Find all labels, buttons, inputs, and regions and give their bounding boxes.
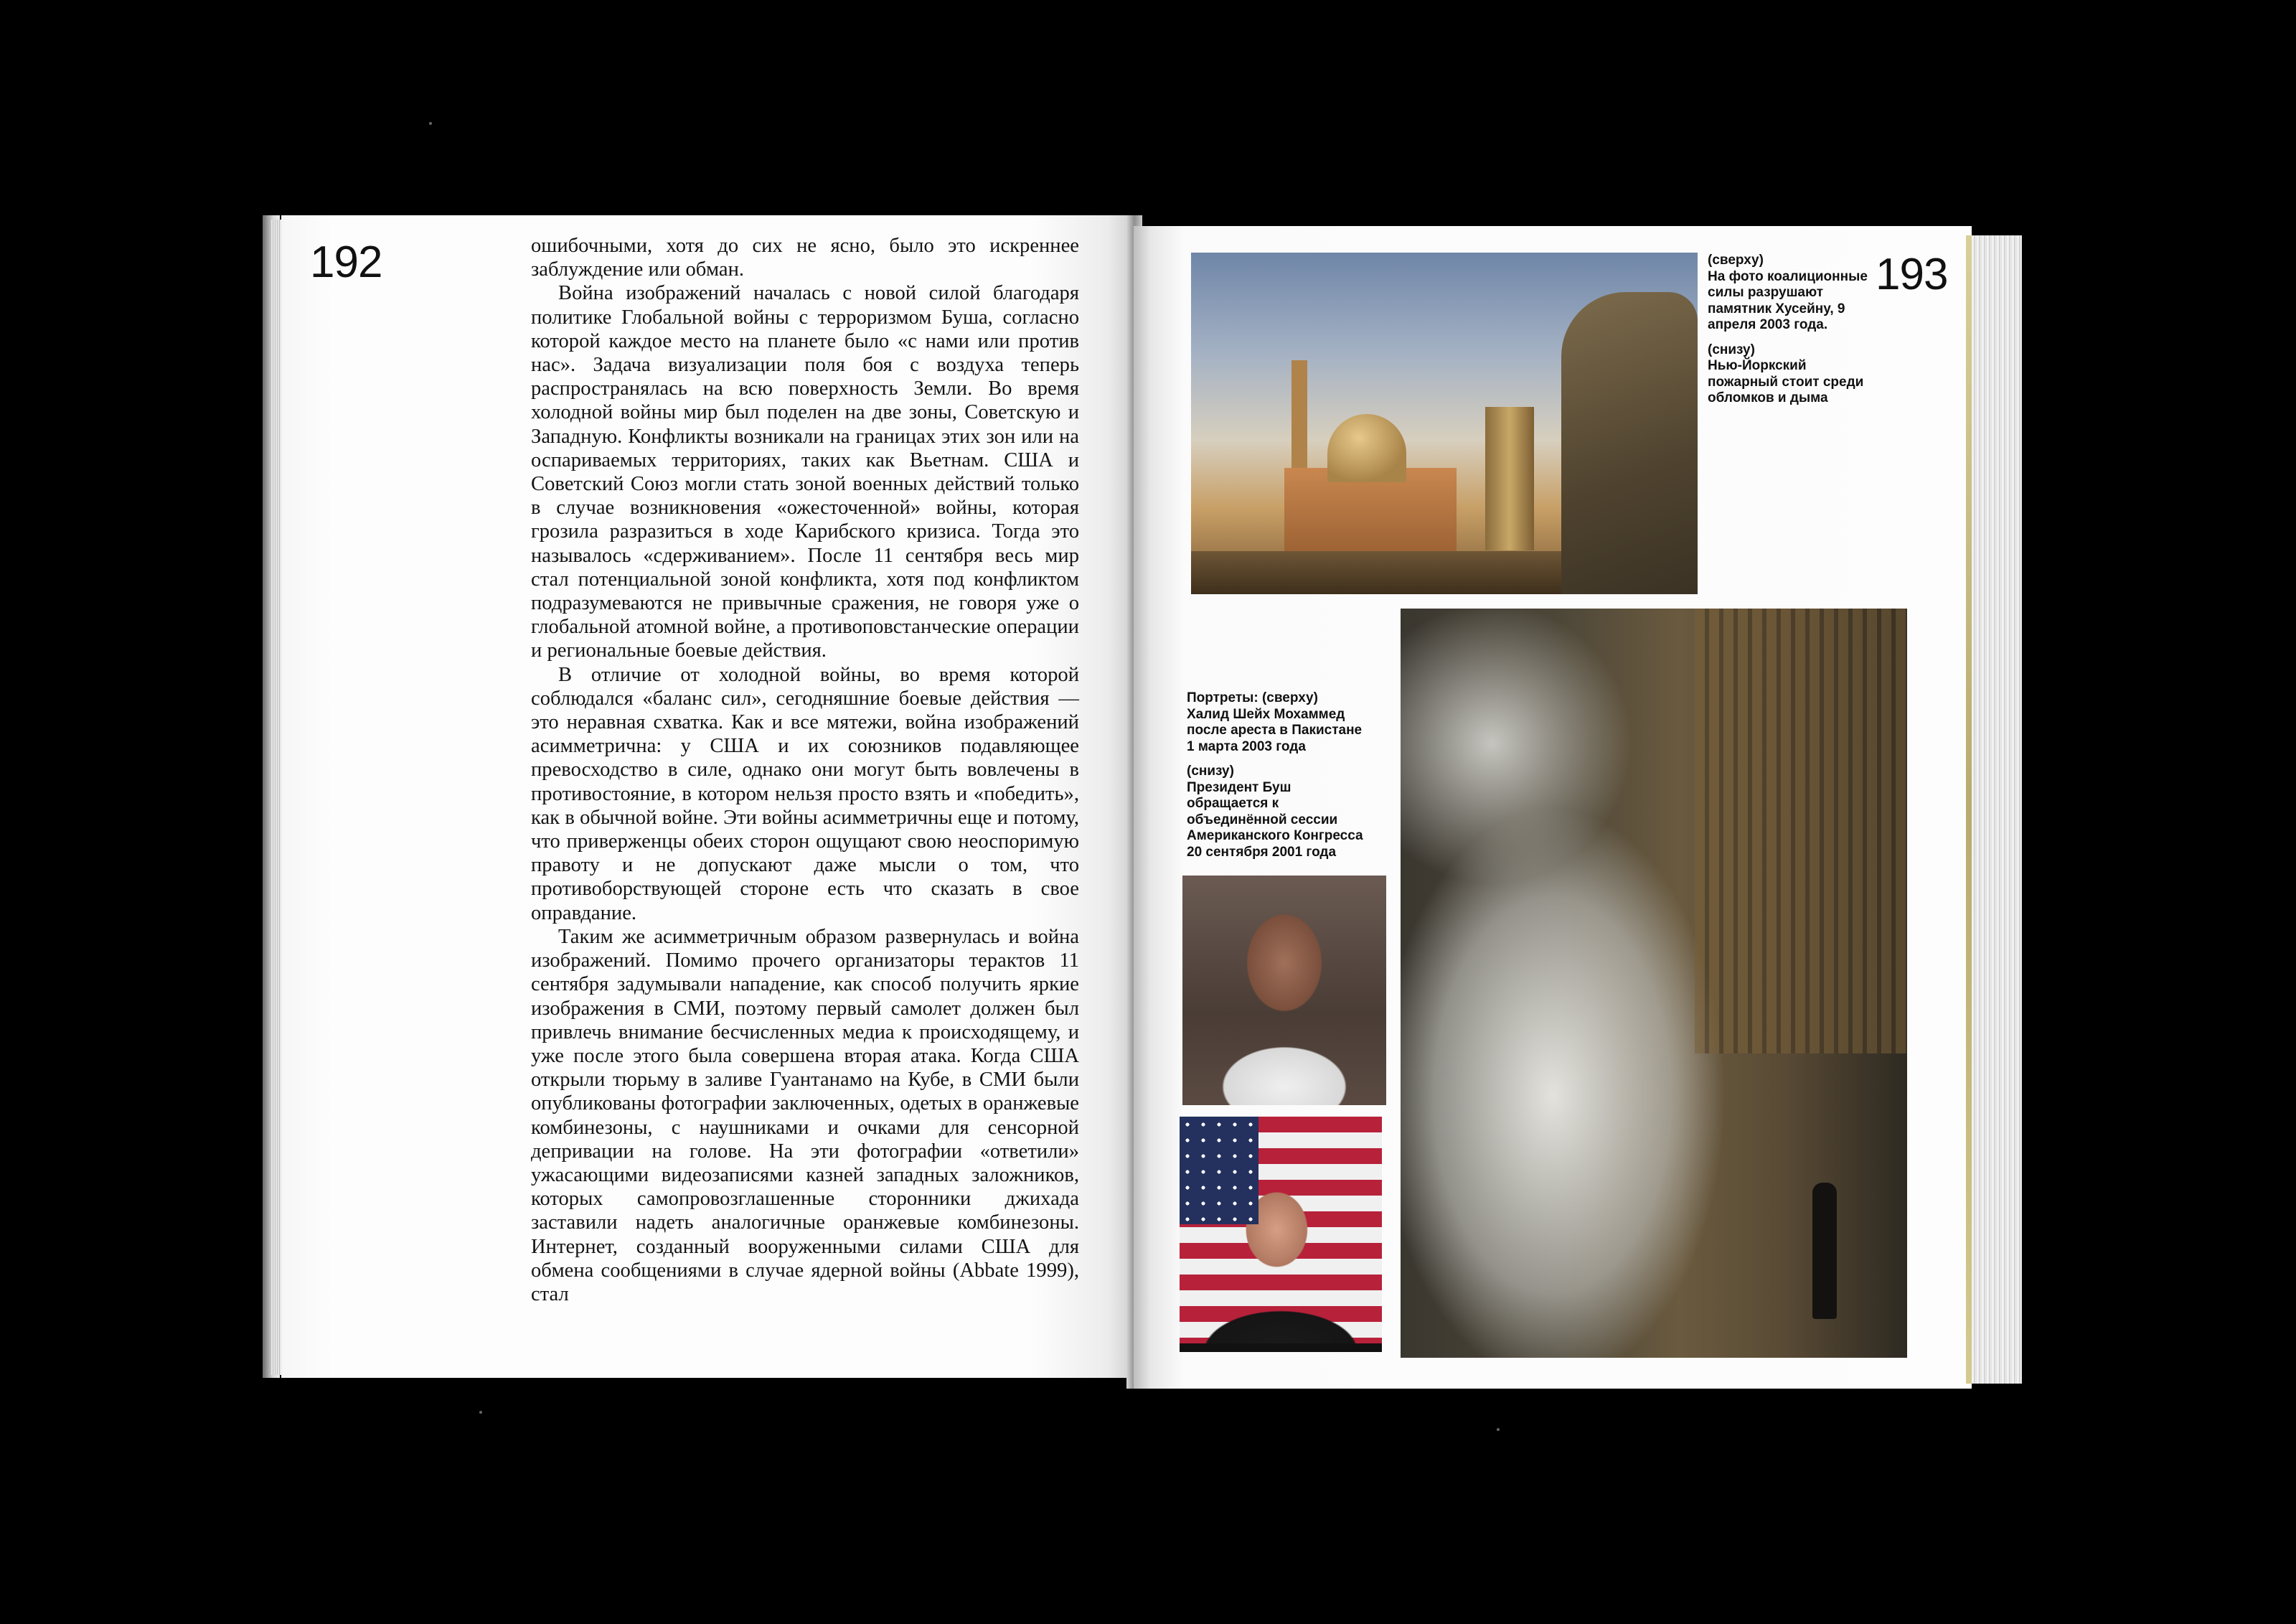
- caption-portraits: [1187, 690, 1366, 860]
- photo-flag-canton: [1180, 1117, 1258, 1224]
- paragraph-2: Война изображений началась с новой силой благодаря политике Глобальной войны с терроризмом Буша, согласно которой каждое место на планете было «с нами или против нас». Задача визуализации поля боя с воздуха теперь распространялась на всю поверхность Земли. Во время холодной войны мир был поделен на две зоны, Советскую и Западную. Конфликты возникали на границах этих зон или на оспариваемых территориях, таких как Вьетнам. США и Советский Союз могли стать зоной военных действий только в случае возникновения «ожесточенной» войны, которая грозила разразиться в ходе Карибского кризиса. Тогда это называлось «сдерживанием». После 11 сентября весь мир стал потенциальной зоной конфликта, хотя под конфликтом подразумеваются не привычные сражения, не говоря уже о глобальной атомной войне, а противоповстанческие операции и региональные боевые действия.: [531, 282, 1079, 662]
- caption-text-top: На фото коалиционные силы разрушают памятник Хусейну, 9 апреля 2003 года.: [1708, 268, 1868, 332]
- caption-portraits-label-top: Портреты: (сверху): [1187, 690, 1318, 705]
- paragraph-4: Таким же асимметричным образом развернулась и война изображений. Помимо прочего организаторы терактов 11 сентября задумывали нападение, как способ получить яркие изображения в СМИ, поэтому первый самолет должен был привлечь внимание бесчисленных медиа к происходящему, и уже после этого была совершена вторая атака. Когда США открыли тюрьму в заливе Гуантанамо на Кубе, в СМИ были опубликованы фотографии заключенных, одетых в оранжевые комбинезоны, с наушниками и очками для сенсорной депривации на голове. На эти фотографии «ответили» ужасающими видеозаписями казней западных заложников, которых самопровозглашенные сторонники джихада заставили надеть аналогичные оранжевые комбинезоны. Интернет, созданный вооруженными силами США для обмена сообщениями в случае ядерной войны (Abbate 1999), стал: [531, 925, 1079, 1305]
- caption-top-photos: [1708, 253, 1880, 407]
- photo-podium: [1180, 1343, 1382, 1352]
- caption-portraits-text-top: Халид Шейх Мохаммед после ареста в Пакистане 1 марта 2003 года: [1187, 706, 1363, 754]
- photo-soldier: [1561, 292, 1698, 594]
- page-number-left: 192: [310, 238, 382, 287]
- body-text: [531, 234, 1079, 1306]
- page-number-right: 193: [1876, 250, 1948, 299]
- paragraph-1: ошибочными, хотя до сих не ясно, было это искреннее заблуждение или обман.: [531, 235, 1079, 281]
- scan-speck: [1497, 1428, 1500, 1431]
- photo-statue-toppling: [1191, 253, 1698, 594]
- scan-speck: [429, 122, 432, 125]
- paragraph-3: В отличие от холодной войны, во время которой соблюдался «баланс сил», сегодняшние боевые действия — это неравная схватка. Как и все мятежи, война изображений асимметрична: у США и их союзников подавляющее превосходство в силе, однако они могут быть вовлечены в противостояние, в котором нельзя просто взять и «победить», как в обычной войне. Эти войны асимметричны еще и потому, что приверженцы обеих сторон ощущают свою неоспоримую правоту и не допускают даже мысли о том, что противоборствующей стороне есть что сказать в свое оправдание.: [531, 663, 1079, 924]
- photo-portrait-khalid: [1182, 876, 1386, 1105]
- scan-speck: [479, 1411, 482, 1414]
- photo-portrait-bush: [1180, 1117, 1382, 1352]
- photo-building-ruins: [1695, 609, 1907, 1053]
- page-edges-right: [1972, 235, 2022, 1384]
- photo-firefighter-silhouette: [1812, 1183, 1837, 1319]
- photo-dome: [1327, 414, 1406, 482]
- caption-label-top: (сверху): [1708, 253, 1764, 268]
- caption-text-bottom: Нью-Йоркский пожарный стоит среди обломков и дыма: [1708, 358, 1864, 405]
- photo-firefighter-smoke: [1401, 609, 1907, 1358]
- caption-portraits-label-bottom: (снизу): [1187, 764, 1234, 779]
- caption-portraits-text-bottom: Президент Буш обращается к объединённой сессии Американского Конгресса 20 сентября 2001 года: [1187, 779, 1363, 860]
- photo-plinth: [1485, 407, 1534, 550]
- caption-label-bottom: (снизу): [1708, 342, 1755, 357]
